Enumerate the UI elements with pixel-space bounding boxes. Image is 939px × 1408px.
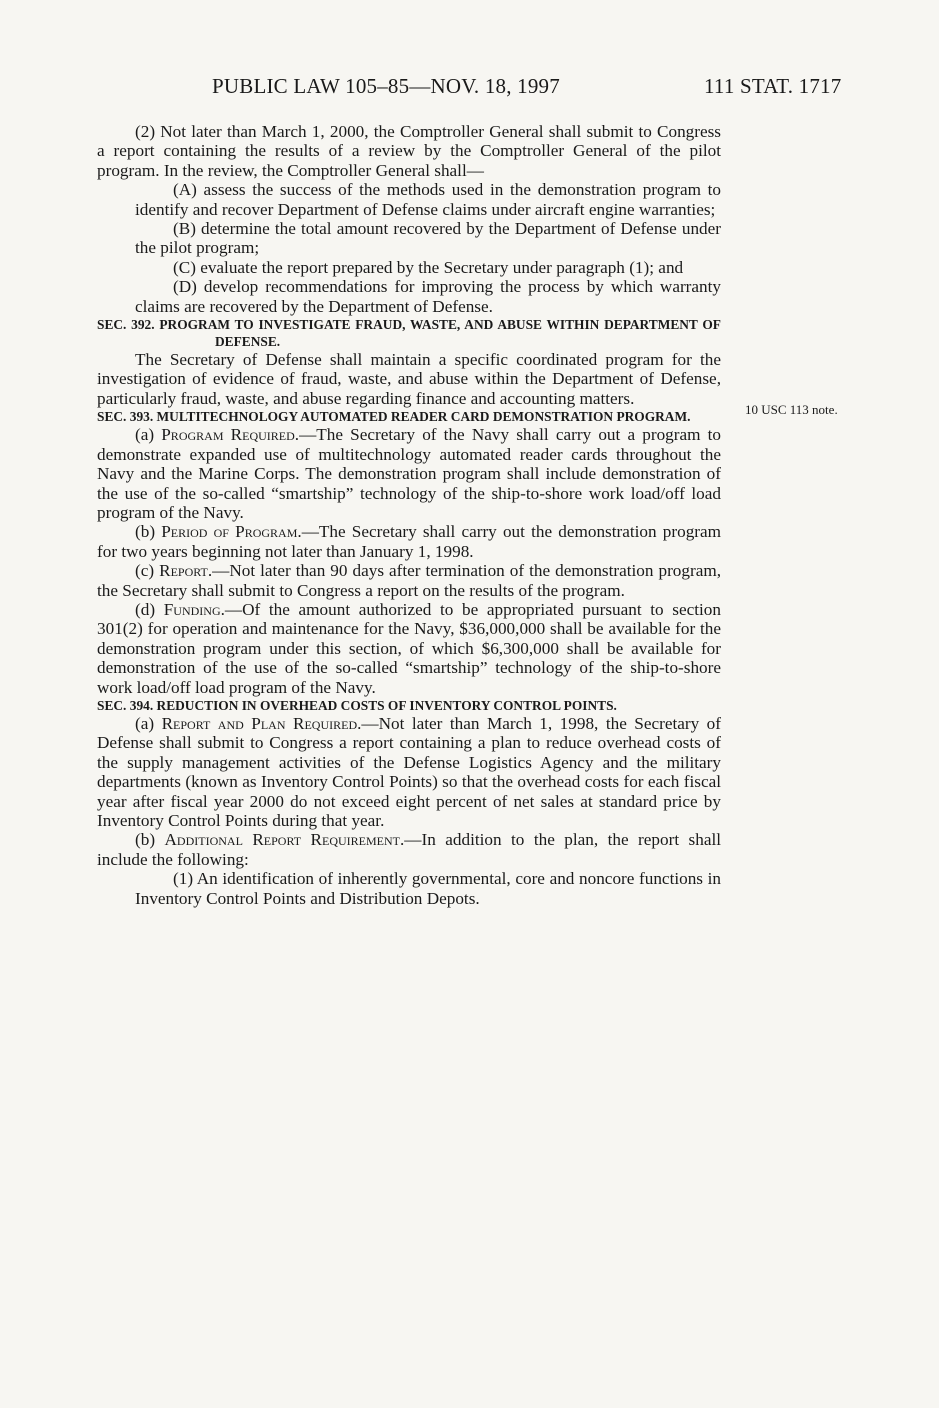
subsection-title: Additional Report Requirement	[164, 830, 400, 850]
section-393-b	[97, 522, 721, 561]
subsection-text: .—The Secretary of the Navy shall carry out a program to demonstrate expanded use of multitechnology automated reader cards throughout the Navy and the Marine Corps. The demonstration program shall include demonstration of the use of the so-called “smartship” technology of the ship-to-shore work load/off load program of the Navy.	[97, 425, 722, 522]
subsection-title: Report and Plan Required	[161, 713, 358, 733]
subsection-text: .—The Secretary shall carry out the demonstration program for two years beginning not later than January 1, 1998.	[97, 522, 722, 561]
subsection-text: .—In addition to the plan, the report shall include the following:	[97, 830, 722, 869]
section-393-heading: SEC. 393. MULTITECHNOLOGY AUTOMATED READER CARD DEMONSTRATION PROGRAM.	[97, 409, 691, 425]
subsection-text: .—Of the amount authorized to be appropriated pursuant to section 301(2) for operation and maintenance for the Navy, $36,000,000 shall be available for the demonstration program under this section, of which $6,300,000 shall be available for demonstration of the use of the so-called “smartship” technology of the ship-to-shore work load/off load program of the Navy.	[97, 599, 721, 697]
label: (c)	[135, 561, 160, 581]
section-394-b1: (1) An identification of inherently governmental, core and noncore functions in Inventory Control Points and Distribution Depots.	[135, 869, 721, 908]
label: (b)	[135, 522, 162, 542]
subparagraph-a: (A) assess the success of the methods used in the demonstration program to identify and recover Department of Defense claims under aircraft engine warranties;	[135, 180, 721, 219]
section-392-text: The Secretary of Defense shall maintain a specific coordinated program for the investigation of evidence of fraud, waste, and abuse within the Department of Defense, particularly fraud, waste, and abuse regarding finance and accounting matters.	[97, 350, 721, 408]
label: (d)	[135, 599, 164, 619]
subsection-text: .—Not later than 90 days after termination of the demonstration program, the Secretary shall submit to Congress a report on the results of the program.	[97, 561, 722, 600]
subsection-title: Report	[159, 561, 208, 581]
section-393-d	[97, 600, 721, 697]
subparagraph-c: (C) evaluate the report prepared by the Secretary under paragraph (1); and	[173, 257, 684, 277]
section-394-a	[97, 714, 721, 830]
subsection-title: Funding	[163, 599, 221, 619]
section-393-c	[97, 561, 721, 600]
section-392-heading: SEC. 392. PROGRAM TO INVESTIGATE FRAUD, WASTE, AND ABUSE WITHIN DEPARTMENT OF DEFENSE.	[97, 317, 721, 350]
label: (a)	[135, 713, 162, 733]
section-394-heading: SEC. 394. REDUCTION IN OVERHEAD COSTS OF INVENTORY CONTROL POINTS.	[97, 697, 617, 713]
section-394-b	[97, 830, 721, 869]
subsection-title: Period of Program	[161, 522, 298, 542]
subparagraph-b: (B) determine the total amount recovered by the Department of Defense under the pilot program;	[135, 219, 721, 258]
label: (b)	[135, 830, 165, 850]
subsection-text: .—Not later than March 1, 1998, the Secretary of Defense shall submit to Congress a report containing a plan to reduce overhead costs of the supply management activities of the Defense Logistics Agency and the military departments (known as Inventory Control Points) so that the overhead costs for each fiscal year after fiscal year 2000 do not exceed eight percent of net sales at standard price by Inventory Control Points during that year.	[97, 713, 721, 830]
label: (a)	[135, 425, 162, 445]
paragraph-2: (2) Not later than March 1, 2000, the Comptroller General shall submit to Congress a report containing the results of a review by the Comptroller General of the pilot program. In the review, the Comptroller General shall—	[97, 122, 721, 180]
section-393-a	[97, 425, 721, 522]
subsection-title: Program Required	[161, 425, 295, 445]
stat-citation: 111 STAT. 1717	[704, 74, 842, 98]
law-citation: PUBLIC LAW 105–85—NOV. 18, 1997	[212, 74, 560, 98]
running-header	[0, 74, 939, 104]
body-text	[97, 122, 721, 908]
subparagraph-d: (D) develop recommendations for improving the process by which warranty claims are recovered by the Department of Defense.	[135, 277, 721, 316]
margin-note: 10 USC 113 note.	[745, 402, 838, 417]
